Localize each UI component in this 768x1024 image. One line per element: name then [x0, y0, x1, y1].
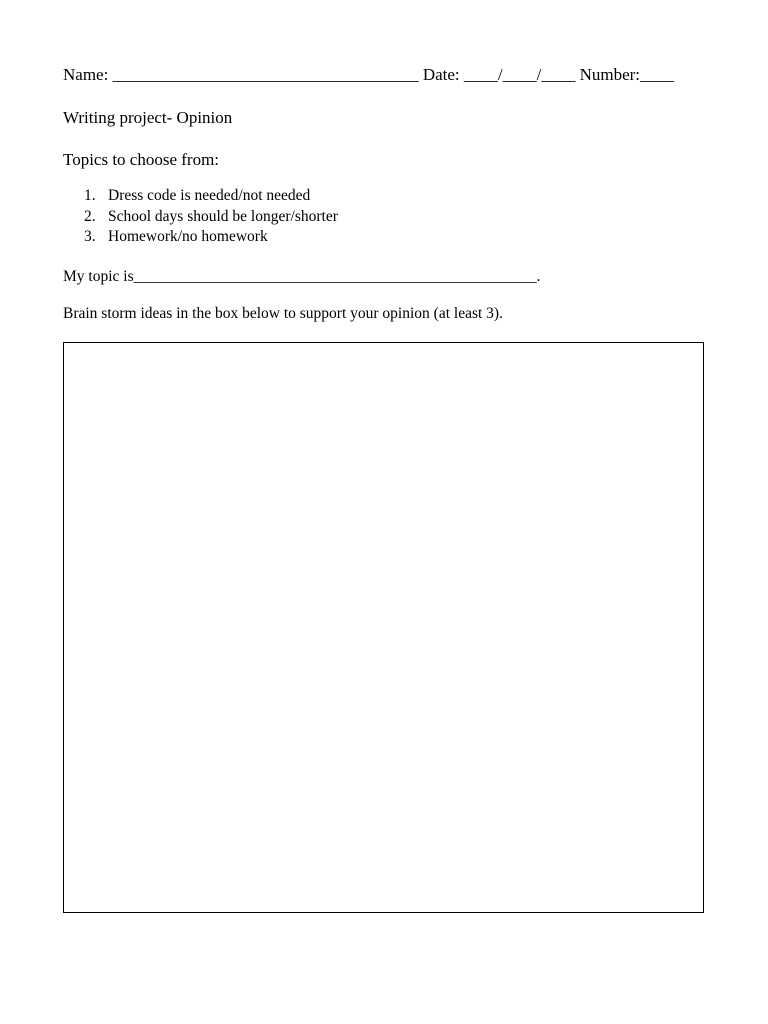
list-item	[84, 227, 338, 248]
topics-heading: Topics to choose from:	[63, 150, 220, 169]
my-topic-line: My topic is____________________________________________________.	[63, 268, 541, 285]
list-item-number: 3.	[84, 228, 96, 245]
list-item	[84, 207, 338, 228]
brainstorm-box	[63, 342, 704, 913]
list-item-number: 1.	[84, 187, 96, 204]
list-item-text: School days should be longer/shorter	[108, 207, 338, 225]
list-item-text: Homework/no homework	[108, 228, 268, 245]
topics-list	[84, 186, 338, 248]
header-name-date-number: Name: ____________________________________ Date: ____/____/____ Number:____	[63, 65, 675, 84]
list-item	[84, 186, 338, 207]
brainstorm-instruction: Brain storm ideas in the box below to support your opinion (at least 3).	[63, 305, 503, 322]
list-item-text: Dress code is needed/not needed	[108, 187, 311, 204]
list-item-number: 2.	[84, 207, 96, 225]
project-title: Writing project- Opinion	[63, 108, 233, 127]
